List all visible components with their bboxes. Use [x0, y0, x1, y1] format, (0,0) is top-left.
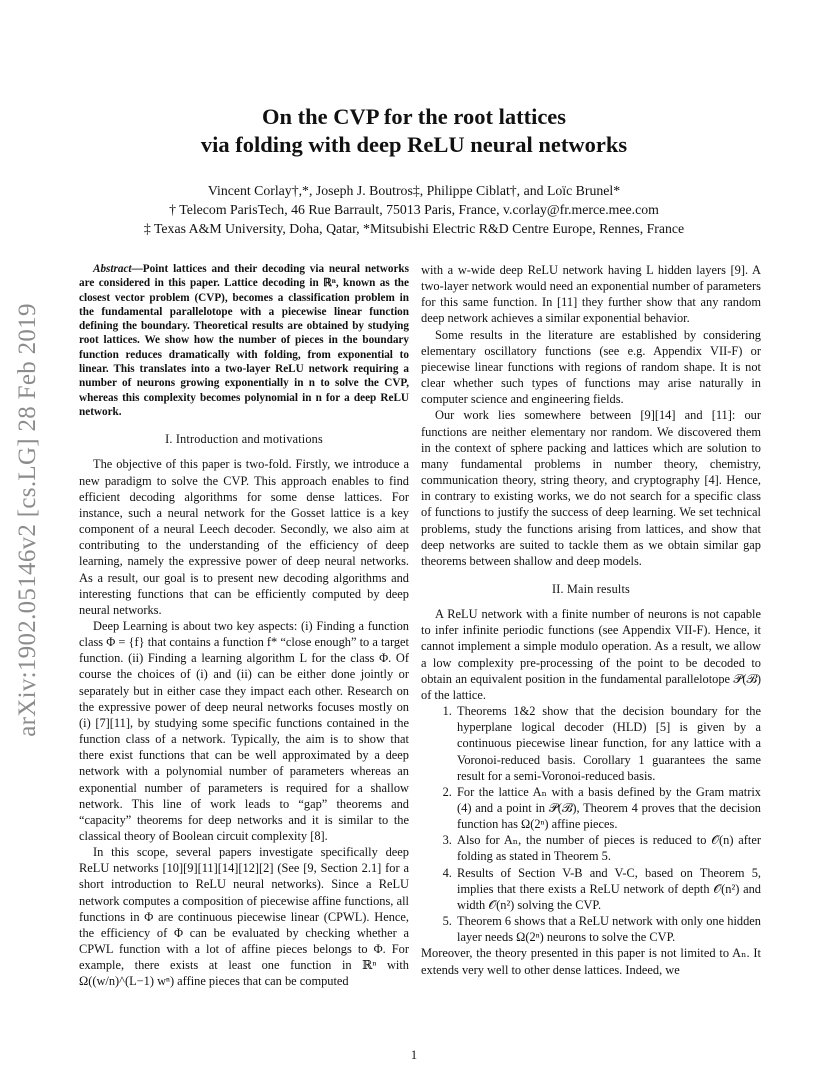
right-paragraph-2: Some results in the literature are established by considering elementary oscillatory functions (see e.g. Appendix VII-F) or piecewise linear functions with regions of random shape. It is not clear whether such types of functions may arise naturally in computer science and engineering fields. — [421, 327, 761, 407]
right-paragraph-1: with a w-wide deep ReLU network having L hidden layers [9]. A two-layer network would need an exponential number of parameters for this same function. In [11] they further show that any random deep network achieves a similar exponential behavior. — [421, 263, 761, 326]
affiliation-1: † Telecom ParisTech, 46 Rue Barrault, 75013 Paris, France, v.corlay@fr.merce.mee.com — [169, 202, 659, 217]
section-heading-intro: I. Introduction and motivations — [165, 432, 323, 447]
result-item-5: 5. Theorem 6 shows that a ReLU network with only one hidden layer needs Ω(2ⁿ) neurons to solve the CVP. — [455, 913, 761, 945]
left-column — [79, 262, 409, 990]
arxiv-sidebar-stamp — [10, 285, 46, 755]
author-list: Vincent Corlay†,*, Joseph J. Boutros‡, Philippe Ciblat†, and Loïc Brunel* — [207, 183, 621, 198]
author-block — [0, 181, 828, 238]
main-results-paragraph: A ReLU network with a finite number of neurons is not capable to infer infinite periodic functions (see Appendix VII-F). Hence, it cannot implement a simple modulo operation. As a result, we allow a low complexity pre-processing of the point to be decoded to obtain an equivalent position in the fundamental parallelotope 𝒫(ℬ) of the lattice. — [421, 607, 761, 702]
right-column — [421, 262, 761, 978]
result-item-2: 2. For the lattice Aₙ with a basis defined by the Gram matrix (4) and a point in 𝒫(ℬ), Theorem 4 proves that the decision function has Ω(2ⁿ) affine pieces. — [455, 784, 761, 832]
paper-title — [0, 103, 828, 159]
title-line-1: On the CVP for the root lattices — [261, 104, 567, 129]
right-paragraph-3: Our work lies somewhere between [9][14] and [11]: our functions are neither elementary nor random. We discovered them in the context of sphere packing and lattices which are solution to many fundamental problems in number theory, chemistry, communication theory, string theory, and cryptography [4]. Hence, in contrary to existing works, we do not search for a specific class of functions to justify the success of deep learning. We set technical problems, study the functions arising from lattices, and show that deep networks are suited to tackle them as we obtain similar gap theorems between shallow and deep models. — [421, 408, 761, 568]
abstract-label: Abstract — [93, 263, 132, 275]
closing-paragraph: Moreover, the theory presented in this paper is not limited to Aₙ. It extends very well to other dense lattices. Indeed, we — [421, 946, 761, 977]
intro-paragraph-2: Deep Learning is about two key aspects: (i) Finding a function class Φ = {f} that contains a function f* “close enough” to a target function. (ii) Finding a learning algorithm L for the class Φ. Of course the choices of (i) and (ii) can be either done jointly or separately but in either case they impact each other. Research on the expressive power of deep neural networks focuses mostly on (i) [7][11], by studying some specific functions contained in the function class of a network. Typically, the aim is to show that there exist functions that can be well approximated by a deep network with a polynomial number of parameters whereas an exponential number of parameters is required for a shallow network. This line of work leads to “gap” theorems and “capacity” theorems for deep networks and it is similar to the classical theory of Boolean circuit complexity [8]. — [79, 618, 409, 844]
intro-paragraph-1: The objective of this paper is two-fold. Firstly, we introduce a new paradigm to solve the CVP. This approach enables to find efficient decoding algorithms for some dense lattices. For instance, such a neural network for the Gosset lattice is a key component of a neural Leech decoder. Secondly, we also aim at contributing to the understanding of the efficiency of deep learning, namely the expressive power of deep neural networks. As a result, our goal is to present new decoding algorithms and interesting functions that can be efficiently computed by deep neural networks. — [79, 457, 409, 617]
abstract-text: —Point lattices and their decoding via neural networks are considered in this paper. Lattice decoding in ℝⁿ, known as the closest vector problem (CVP), becomes a classification problem in the fundamental parallelotope with a piecewise linear function defining the boundary. Theoretical results are obtained by studying root lattices. We show how the number of pieces in the boundary function reduces dramatically with folding, from exponential to linear. This translates into a two-layer ReLU network requiring a number of neurons growing exponentially in n to solve the CVP, whereas this complexity becomes polynomial in n for a deep ReLU network. — [79, 263, 409, 418]
result-item-4: 4. Results of Section V-B and V-C, based on Theorem 5, implies that there exists a ReLU network of depth 𝒪(n²) and width 𝒪(n²) solving the CVP. — [455, 865, 761, 913]
results-list — [421, 703, 761, 945]
abstract — [79, 262, 409, 419]
section-heading-main-results: II. Main results — [551, 581, 630, 596]
page-number: 1 — [410, 1048, 418, 1062]
title-line-2: via folding with deep ReLU neural networks — [200, 132, 628, 157]
affiliation-2: ‡ Texas A&M University, Doha, Qatar, *Mitsubishi Electric R&D Centre Europe, Rennes, France — [143, 221, 685, 236]
result-item-3: 3. Also for Aₙ, the number of pieces is reduced to 𝒪(n) after folding as stated in Theorem 5. — [455, 832, 761, 864]
arxiv-id: arXiv:1902.05146v2 [cs.LG] 28 Feb 2019 — [14, 303, 41, 737]
intro-paragraph-3: In this scope, several papers investigate specifically deep ReLU networks [10][9][11][14][12][2] (See [9, Section 2.1] for a short introduction to ReLU neural networks). Since a ReLU network computes a composition of piecewise affine functions, all functions in Φ are continuous piecewise linear (CPWL). Hence, the efficiency of Φ can be evaluated by checking whether a CPWL function with a lot of affine pieces belongs to Φ. For example, there exists at least one function in ℝⁿ with Ω((w/n)^(L−1) wⁿ) affine pieces that can be computed — [79, 845, 409, 989]
result-item-1: 1. Theorems 1&2 show that the decision boundary for the hyperplane logical decoder (HLD) [5] is given by a continuous piecewise linear function, for any lattice with a Voronoi-reduced basis. Corollary 1 guarantees the same result for a semi-Voronoi-reduced basis. — [455, 703, 761, 784]
